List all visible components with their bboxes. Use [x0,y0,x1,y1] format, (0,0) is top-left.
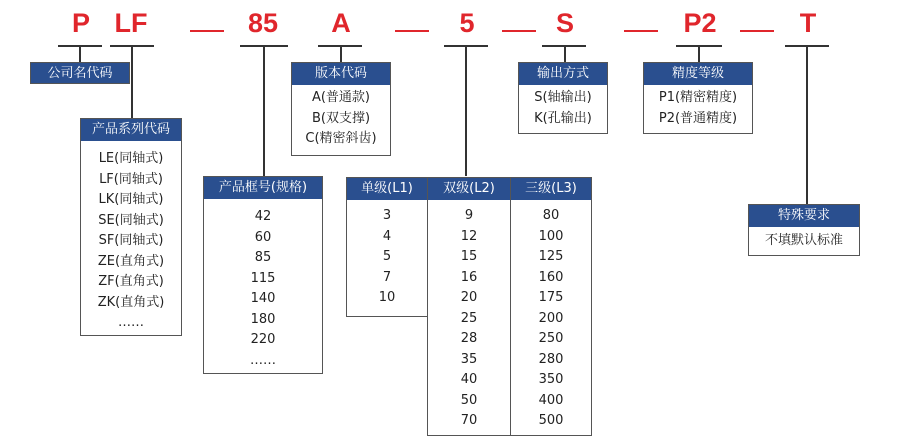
list-item: ZF(直角式) [98,274,164,289]
series-list [81,141,181,334]
separator-dash [502,30,536,32]
company-code-label: 公司名代码 [30,62,130,84]
ratio-value: 250 [538,331,564,346]
connector-line [698,46,700,63]
ratio-value: 28 [460,331,478,346]
ratio-value: 3 [382,208,392,223]
list-item: C(精密斜齿) [305,131,377,146]
ratio-value: 125 [538,249,564,264]
list-item: 220 [250,332,276,347]
list-item: 60 [254,229,272,245]
ratio-value: 200 [538,310,564,326]
series-box [80,118,182,336]
ratio-value: 7 [382,269,392,285]
separator-dash [395,30,429,32]
precision-box [643,62,753,134]
output-header: 输出方式 [519,63,607,85]
ratio-value: 100 [538,228,564,244]
ratio-l3-column [510,177,592,436]
ratio-value: 25 [460,310,478,326]
connector-line [263,46,265,176]
version-header: 版本代码 [292,63,390,85]
ratio-value: 15 [460,249,478,264]
code-frame: 85 [247,8,279,38]
connector-line [131,46,133,118]
list-item: S(轴输出) [534,90,592,105]
list-item: 42 [254,209,272,224]
connector-line [79,46,81,63]
ratio-value: 80 [542,208,560,223]
ratio-value: 12 [460,228,478,244]
list-item: …… [250,352,276,368]
list-item: LK(同轴式) [98,192,164,207]
connector-line [564,46,566,63]
separator-dash [624,30,658,32]
ratio-value: 160 [538,269,564,285]
code-special: T [799,8,817,38]
ratio-value: 40 [460,372,478,387]
version-box [291,62,391,156]
special-value: 不填默认标准 [764,233,843,248]
list-item: LE(同轴式) [98,151,164,166]
precision-header: 精度等级 [644,63,752,85]
list-item: B(双支撑) [311,110,371,126]
code-company: P [71,8,90,38]
ratio-header-l3: 三级(L3) [511,178,591,200]
list-item: SE(同轴式) [98,212,164,228]
ratio-value: 400 [538,392,564,408]
separator-dash [190,30,224,32]
ratio-value: 280 [538,351,564,367]
ratio-l2-column [427,177,511,436]
version-list [292,85,390,150]
code-ratio: 5 [459,8,475,38]
ratio-value: 500 [538,413,564,428]
ratio-value: 16 [460,269,478,285]
ratio-value: 10 [378,290,396,305]
list-item: 140 [250,291,276,306]
ratio-value: 20 [460,290,478,305]
list-item: SF(同轴式) [98,233,164,248]
ratio-l1-column [346,177,428,317]
list-item: P1(精密精度) [658,90,738,105]
frame-header: 产品框号(规格) [204,177,322,199]
code-precision: P2 [683,8,717,38]
list-item: …… [118,315,144,330]
ratio-value: 175 [538,290,564,305]
connector-line [465,46,467,176]
list-item: 115 [250,270,276,286]
ratio-value: 50 [460,392,478,408]
ratio-header-l1: 单级(L1) [347,178,427,200]
ratio-value: 70 [460,413,478,428]
connector-line [806,46,808,204]
frame-box [203,176,323,374]
frame-list [204,199,322,371]
series-header: 产品系列代码 [81,119,181,141]
ratio-value: 4 [382,228,392,244]
list-item: A(普通款) [311,90,371,105]
output-list [519,85,607,129]
output-box [518,62,608,134]
code-version: A [331,8,351,38]
list-item: ZE(直角式) [97,253,165,269]
ratio-value: 35 [460,351,478,367]
ratio-header-l2: 双级(L2) [428,178,510,200]
list-item: 85 [254,250,272,265]
ratio-value: 350 [538,372,564,387]
connector-line [340,46,342,63]
list-item: 180 [250,311,276,327]
list-item: P2(普通精度) [658,110,738,126]
precision-list [644,85,752,129]
separator-dash [740,30,774,32]
ratio-value: 9 [464,208,474,223]
list-item: LF(同轴式) [99,171,163,187]
list-item: K(孔输出) [534,110,592,126]
list-item: ZK(直角式) [97,294,165,310]
code-output: S [555,8,574,38]
special-box [748,204,860,256]
code-series: LF [114,8,148,38]
special-header: 特殊要求 [749,205,859,227]
ratio-value: 5 [382,249,392,264]
